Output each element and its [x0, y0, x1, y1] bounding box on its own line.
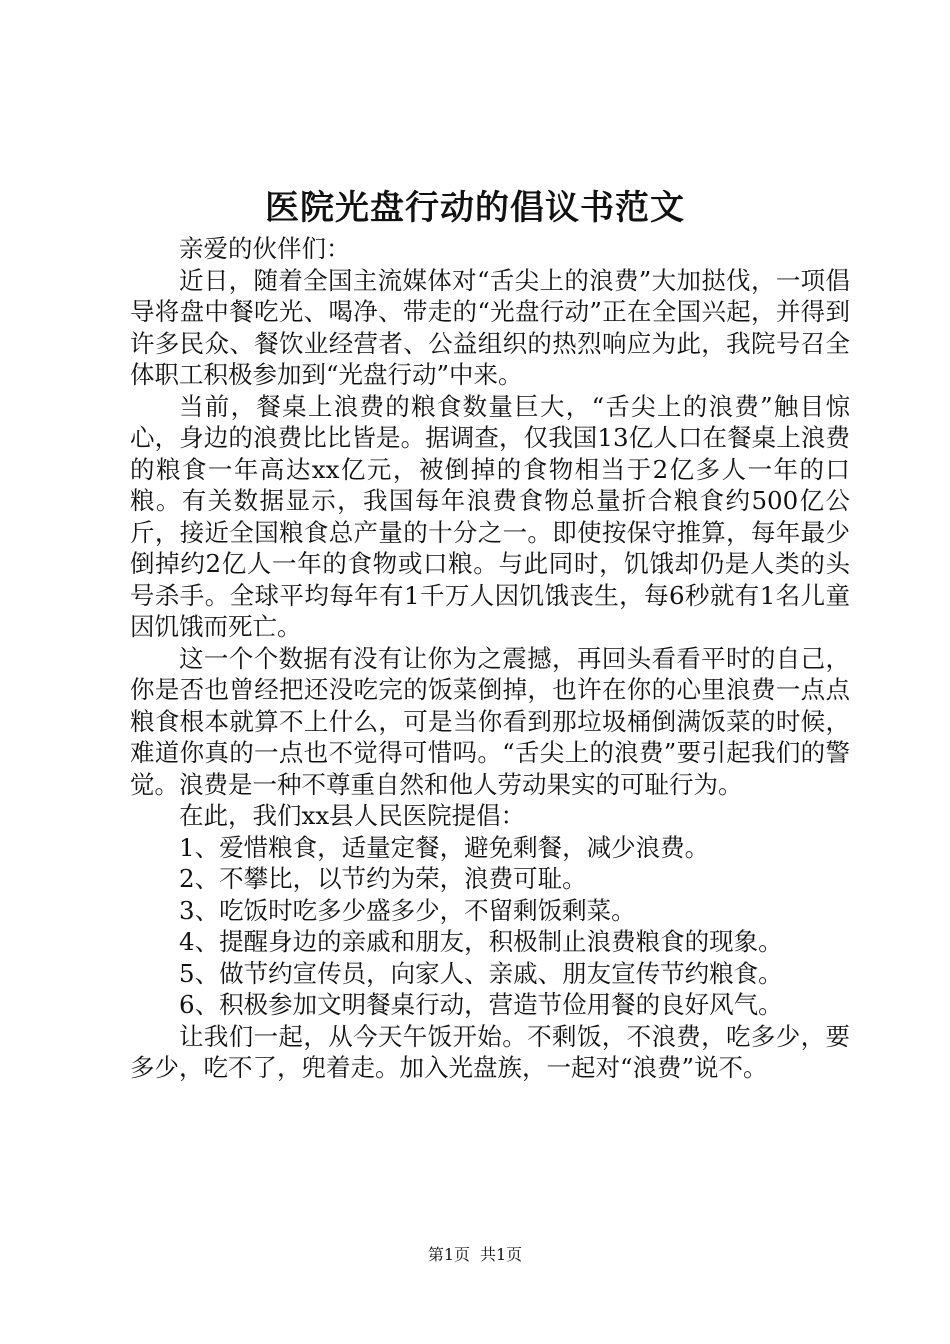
closing-paragraph: 让我们一起，从今天午饭开始。不剩饭，不浪费，吃多少，要多少，吃不了，兜着走。加入光盘族，一起对“浪费”说不。 [130, 1021, 850, 1082]
paragraph-intro: 近日，随着全国主流媒体对“舌尖上的浪费”大加挞伐，一项倡导将盘中餐吃光、喝净、带走的“光盘行动”正在全国兴起，并得到许多民众、餐饮业经营者、公益组织的热烈响应为此，我院号召全体职工积极参加到“光盘行动”中来。 [130, 265, 850, 389]
advocacy-item-4: 4、提醒身边的亲戚和朋友，积极制止浪费粮食的现象。 [179, 927, 783, 956]
paragraph-statistics: 当前，餐桌上浪费的粮食数量巨大，“舌尖上的浪费”触目惊心，身边的浪费比比皆是。据调查，仅我国13亿人口在餐桌上浪费的粮食一年高达xx亿元，被倒掉的食物相当于2亿多人一年的口粮。有关数据显示，我国每年浪费食物总量折合粮食约500亿公斤，接近全国粮食总产量的十分之一。即使按保守推算，每年最少倒掉约2亿人一年的食物或口粮。与此同时，饥饿却仍是人类的头号杀手。全球平均每年有1千万人因饥饿丧生，每6秒就有1名儿童因饥饿而死亡。 [130, 391, 850, 641]
advocacy-intro: 在此，我们xx县人民医院提倡： [179, 801, 526, 830]
document-title: 医院光盘行动的倡议书范文 [265, 188, 685, 228]
document-body [130, 233, 850, 1084]
page-number: 第1页 [427, 1245, 470, 1264]
advocacy-item-5: 5、做节约宣传员，向家人、亲戚、朋友宣传节约粮食。 [179, 958, 783, 988]
advocacy-item-3: 3、吃饭时吃多少盛多少，不留剩饭剩菜。 [179, 895, 636, 925]
advocacy-item-6: 6、积极参加文明餐桌行动，营造节俭用餐的良好风气。 [179, 990, 783, 1019]
page-footer [0, 1245, 950, 1265]
page-total: 共1页 [480, 1245, 523, 1264]
advocacy-item-2: 2、不攀比，以节约为荣，浪费可耻。 [179, 864, 587, 893]
advocacy-item-1: 1、爱惜粮食，适量定餐，避免剩餐，减少浪费。 [179, 832, 710, 862]
greeting: 亲爱的伙伴们： [179, 234, 351, 263]
paragraph-reflection: 这一个个数据有没有让你为之震撼，再回头看看平时的自己，你是否也曾经把还没吃完的饭菜倒掉，也许在你的心里浪费一点点粮食根本就算不上什么，可是当你看到那垃圾桶倒满饭菜的时候，难道你真的一点也不觉得可惜吗。“舌尖上的浪费”要引起我们的警觉。浪费是一种不尊重自然和他人劳动果实的可耻行为。 [130, 643, 850, 799]
